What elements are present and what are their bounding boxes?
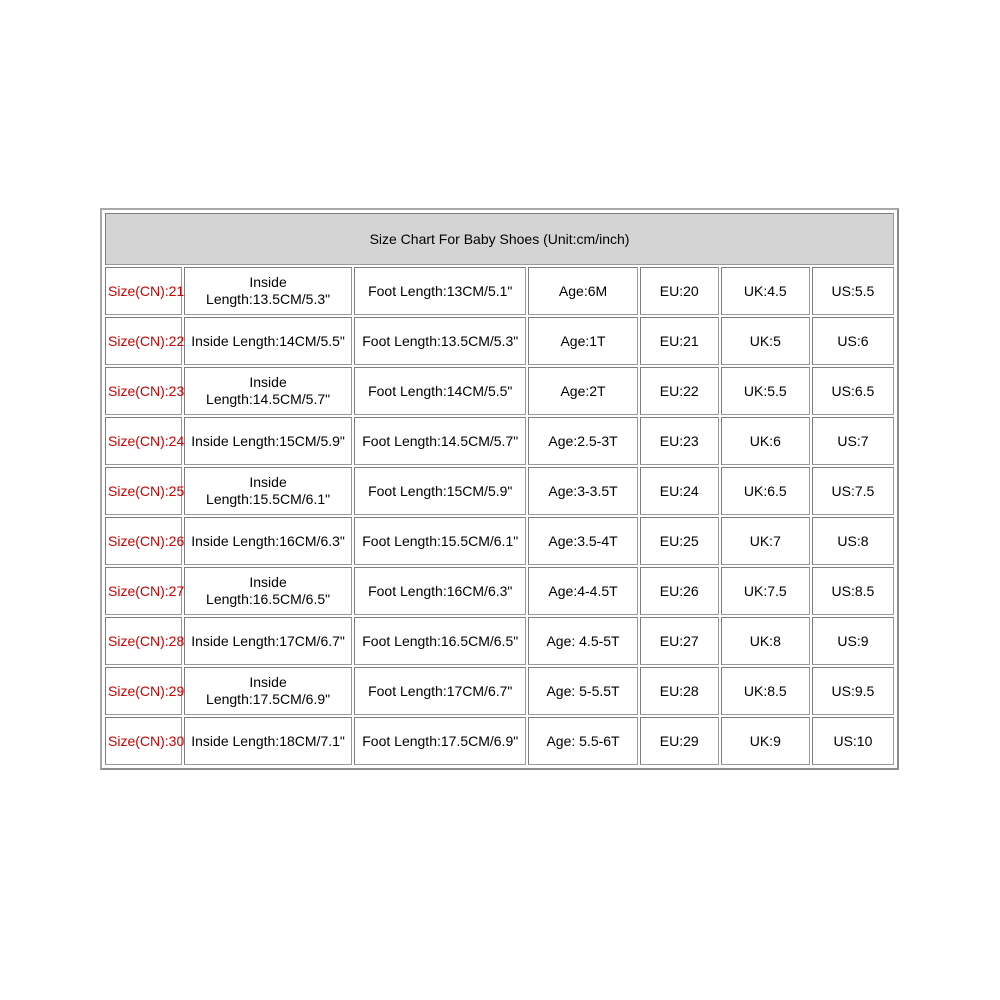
size-cn-cell: Size(CN):29 — [105, 667, 182, 715]
table-row — [105, 717, 894, 765]
eu-size-cell: EU:29 — [640, 717, 719, 765]
foot-length-cell: Foot Length:16CM/6.3" — [354, 567, 526, 615]
table-row — [105, 617, 894, 665]
eu-size-cell: EU:23 — [640, 417, 719, 465]
eu-size-cell: EU:26 — [640, 567, 719, 615]
uk-size-cell: UK:8.5 — [721, 667, 810, 715]
foot-length-cell: Foot Length:14.5CM/5.7" — [354, 417, 526, 465]
size-chart-table — [103, 211, 896, 767]
table-row — [105, 417, 894, 465]
age-cell: Age:2T — [528, 367, 637, 415]
table-row — [105, 267, 894, 315]
size-cn-cell: Size(CN):26 — [105, 517, 182, 565]
eu-size-cell: EU:22 — [640, 367, 719, 415]
foot-length-cell: Foot Length:14CM/5.5" — [354, 367, 526, 415]
uk-size-cell: UK:5 — [721, 317, 810, 365]
uk-size-cell: UK:4.5 — [721, 267, 810, 315]
uk-size-cell: UK:9 — [721, 717, 810, 765]
age-cell: Age:1T — [528, 317, 637, 365]
table-row — [105, 367, 894, 415]
foot-length-cell: Foot Length:15.5CM/6.1" — [354, 517, 526, 565]
age-cell: Age:3.5-4T — [528, 517, 637, 565]
size-cn-cell: Size(CN):23 — [105, 367, 182, 415]
foot-length-cell: Foot Length:13CM/5.1" — [354, 267, 526, 315]
inside-length-cell: Inside Length:15CM/5.9" — [184, 417, 352, 465]
size-cn-cell: Size(CN):21 — [105, 267, 182, 315]
size-cn-cell: Size(CN):24 — [105, 417, 182, 465]
eu-size-cell: EU:21 — [640, 317, 719, 365]
us-size-cell: US:10 — [812, 717, 894, 765]
age-cell: Age:3-3.5T — [528, 467, 637, 515]
eu-size-cell: EU:28 — [640, 667, 719, 715]
age-cell: Age:6M — [528, 267, 637, 315]
table-row — [105, 567, 894, 615]
us-size-cell: US:8 — [812, 517, 894, 565]
age-cell: Age: 5.5-6T — [528, 717, 637, 765]
inside-length-cell: Inside Length:13.5CM/5.3" — [184, 267, 352, 315]
title-row — [105, 213, 894, 265]
us-size-cell: US:7.5 — [812, 467, 894, 515]
uk-size-cell: UK:7.5 — [721, 567, 810, 615]
foot-length-cell: Foot Length:17.5CM/6.9" — [354, 717, 526, 765]
us-size-cell: US:5.5 — [812, 267, 894, 315]
table-row — [105, 667, 894, 715]
uk-size-cell: UK:5.5 — [721, 367, 810, 415]
uk-size-cell: UK:6 — [721, 417, 810, 465]
age-cell: Age:4-4.5T — [528, 567, 637, 615]
foot-length-cell: Foot Length:13.5CM/5.3" — [354, 317, 526, 365]
size-cn-cell: Size(CN):22 — [105, 317, 182, 365]
us-size-cell: US:9 — [812, 617, 894, 665]
inside-length-cell: Inside Length:16CM/6.3" — [184, 517, 352, 565]
inside-length-cell: Inside Length:14.5CM/5.7" — [184, 367, 352, 415]
chart-title: Size Chart For Baby Shoes (Unit:cm/inch) — [105, 213, 894, 265]
inside-length-cell: Inside Length:18CM/7.1" — [184, 717, 352, 765]
inside-length-cell: Inside Length:17.5CM/6.9" — [184, 667, 352, 715]
us-size-cell: US:7 — [812, 417, 894, 465]
inside-length-cell: Inside Length:14CM/5.5" — [184, 317, 352, 365]
age-cell: Age:2.5-3T — [528, 417, 637, 465]
inside-length-cell: Inside Length:16.5CM/6.5" — [184, 567, 352, 615]
age-cell: Age: 5-5.5T — [528, 667, 637, 715]
uk-size-cell: UK:6.5 — [721, 467, 810, 515]
table-row — [105, 317, 894, 365]
us-size-cell: US:9.5 — [812, 667, 894, 715]
size-cn-cell: Size(CN):25 — [105, 467, 182, 515]
uk-size-cell: UK:8 — [721, 617, 810, 665]
table-row — [105, 517, 894, 565]
us-size-cell: US:6 — [812, 317, 894, 365]
inside-length-cell: Inside Length:17CM/6.7" — [184, 617, 352, 665]
eu-size-cell: EU:20 — [640, 267, 719, 315]
eu-size-cell: EU:27 — [640, 617, 719, 665]
size-cn-cell: Size(CN):27 — [105, 567, 182, 615]
eu-size-cell: EU:24 — [640, 467, 719, 515]
size-chart-frame — [100, 208, 899, 770]
foot-length-cell: Foot Length:16.5CM/6.5" — [354, 617, 526, 665]
size-cn-cell: Size(CN):30 — [105, 717, 182, 765]
size-cn-cell: Size(CN):28 — [105, 617, 182, 665]
age-cell: Age: 4.5-5T — [528, 617, 637, 665]
us-size-cell: US:8.5 — [812, 567, 894, 615]
uk-size-cell: UK:7 — [721, 517, 810, 565]
foot-length-cell: Foot Length:17CM/6.7" — [354, 667, 526, 715]
table-row — [105, 467, 894, 515]
foot-length-cell: Foot Length:15CM/5.9" — [354, 467, 526, 515]
inside-length-cell: Inside Length:15.5CM/6.1" — [184, 467, 352, 515]
us-size-cell: US:6.5 — [812, 367, 894, 415]
eu-size-cell: EU:25 — [640, 517, 719, 565]
